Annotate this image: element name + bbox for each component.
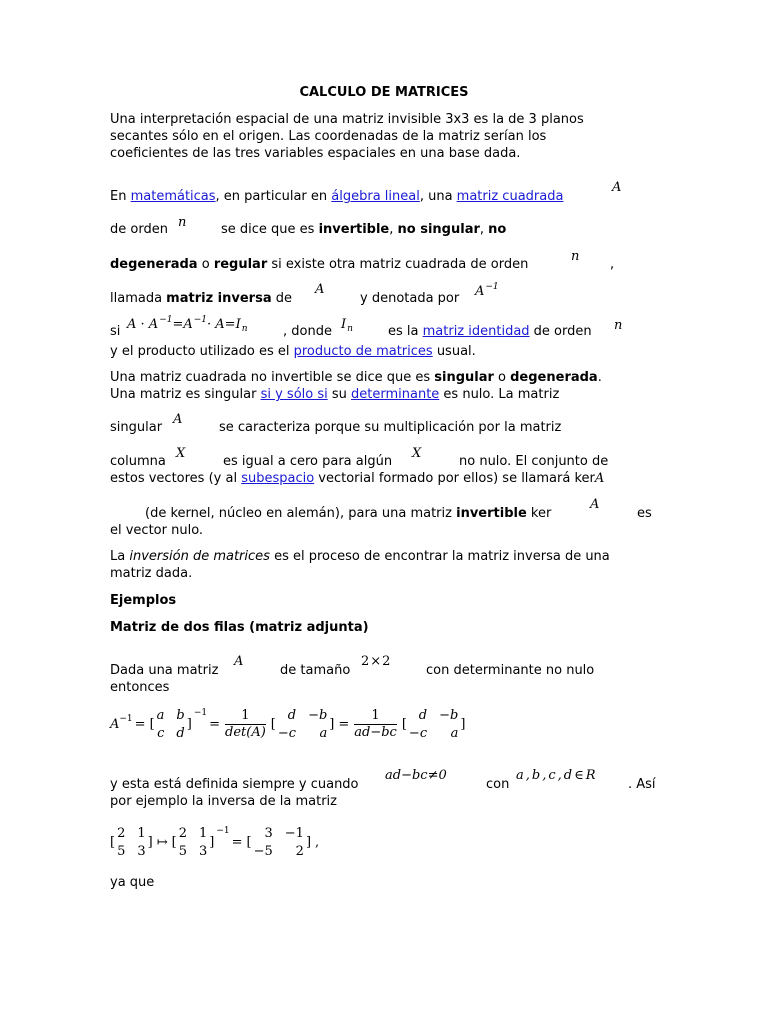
singular-line: [145, 505, 551, 522]
bold-term: regular: [213, 257, 268, 272]
text-segment: Una matriz es singular: [110, 387, 261, 402]
matrix-bracket-right: ]: [305, 835, 312, 850]
fraction-numerator: 1: [241, 708, 250, 723]
math-term: =A: [172, 317, 193, 332]
fraction-numerator: 1: [371, 708, 380, 723]
text-segment: Una matriz cuadrada no invertible se dice que es: [110, 370, 435, 385]
bold-term: degenerada: [510, 370, 598, 385]
link-determinante[interactable]: determinante: [351, 387, 440, 402]
matrix: [254, 825, 304, 860]
text-segment: Dada una matriz: [110, 663, 219, 678]
text-segment: vectorial formado por ellos) se llamará ker: [314, 471, 595, 486]
matrix-cell: 2: [295, 844, 304, 859]
text-segment: o: [493, 370, 511, 385]
text-segment: estos vectores (y al: [110, 471, 242, 486]
page-title: CALCULO DE MATRICES: [299, 85, 469, 100]
matrix-bracket-right: ]: [209, 835, 215, 850]
text-segment: , una: [419, 189, 457, 204]
intro-line: Una interpretación espacial de una matriz invisible 3x3 es la de 3 planos: [110, 112, 584, 127]
text-segment: de orden: [110, 222, 168, 237]
text-segment: y esta está definida siempre y cuando: [110, 777, 359, 792]
math-superscript: −1: [193, 707, 208, 718]
text-segment: usual.: [432, 344, 476, 359]
fraction: [225, 708, 266, 741]
math-condition: ad−bc≠0: [385, 768, 447, 783]
link-subespacio[interactable]: subespacio: [241, 471, 315, 486]
math-superscript: −1: [193, 315, 208, 325]
matrix: [117, 825, 146, 860]
text-segment: es el proceso de encontrar la matriz inversa de una: [269, 549, 610, 564]
text-segment: es igual a cero para algún: [223, 454, 393, 469]
intro-line: coeficientes de las tres variables espaciales en una base dada.: [110, 146, 521, 161]
link-matriz-identidad[interactable]: matriz identidad: [422, 324, 530, 339]
text-segment: de orden: [529, 324, 592, 339]
math-comma: ,: [315, 835, 320, 850]
text-segment: entonces: [110, 680, 170, 695]
matrix-cell: −5: [253, 844, 273, 859]
text-segment: si: [110, 324, 121, 339]
matrix-cell: 3: [198, 844, 208, 859]
math-variable: A: [110, 717, 120, 732]
matrix-bracket-left: [: [110, 835, 116, 850]
math-subscript: n: [347, 324, 353, 334]
math-variable: A: [594, 471, 605, 486]
text-segment: es nulo. La matriz: [439, 387, 560, 402]
text-segment: La: [110, 549, 130, 564]
link-matematicas[interactable]: matemáticas: [130, 189, 216, 204]
math-variable: n: [571, 249, 580, 264]
math-variable: n: [178, 215, 187, 230]
text-segment: de tamaño: [280, 663, 351, 678]
math-identity-matrix: [341, 316, 353, 335]
math-variable: X: [412, 446, 422, 461]
matrix-cell: a: [319, 726, 328, 741]
text-segment: por ejemplo la inversa de la matriz: [110, 794, 337, 809]
fraction-denominator: det(A): [225, 725, 266, 740]
heading-adjoint: Matriz de dos filas (matriz adjunta): [110, 620, 369, 635]
math-equals: =: [231, 835, 243, 850]
definition-line: [110, 343, 476, 360]
text-segment: llamada: [110, 291, 167, 306]
definition-line: [110, 256, 528, 273]
link-matriz-cuadrada[interactable]: matriz cuadrada: [456, 189, 564, 204]
matrix-bracket-left: [: [149, 717, 155, 732]
text-segment: no nulo. El conjunto de: [459, 454, 609, 469]
math-equals: =: [338, 717, 350, 732]
bold-term: no: [488, 222, 507, 237]
math-variable: A: [612, 180, 622, 195]
fraction: [354, 708, 397, 741]
math-variable: X: [176, 446, 186, 461]
definition-line: [110, 188, 563, 205]
text-segment: ya que: [110, 875, 155, 890]
math-variable: A: [173, 412, 183, 427]
matrix-cell: b: [176, 708, 185, 723]
singular-line: [110, 369, 602, 386]
text-segment: se caracteriza porque su multiplicación por la matriz: [219, 420, 562, 435]
text-segment: ker: [526, 506, 552, 521]
text-segment: con: [486, 777, 510, 792]
text-segment: es: [637, 506, 652, 521]
text-segment: ,: [479, 222, 489, 237]
math-size: 2×2: [361, 654, 392, 669]
inverse-formula: [110, 707, 467, 742]
matrix-cell: c: [157, 726, 165, 741]
math-superscript: −1: [216, 825, 230, 836]
math-identity-formula: [127, 316, 248, 335]
text-segment: o: [197, 257, 214, 272]
matrix-cell: 3: [137, 844, 146, 859]
math-term: · A=I: [207, 317, 241, 332]
inversion-line: [110, 548, 610, 565]
matrix-bracket-right: ]: [147, 835, 153, 850]
matrix-cell: a: [156, 708, 165, 723]
math-equals: =: [209, 717, 221, 732]
text-segment: singular: [110, 420, 163, 435]
singular-line: [110, 386, 559, 403]
bold-term: matriz inversa: [166, 291, 272, 306]
intro-line: secantes sólo en el origen. Las coordenadas de la matriz serían los: [110, 129, 547, 144]
matrix-cell: 5: [117, 844, 126, 859]
matrix: [157, 707, 185, 742]
bold-term: invertible: [318, 222, 390, 237]
bold-term: degenerada: [110, 257, 198, 272]
definition-line: [221, 221, 506, 238]
text-segment: En: [110, 189, 131, 204]
matrix-cell: −b: [439, 708, 459, 723]
text-segment: con determinante no nulo: [426, 663, 595, 678]
matrix-cell: 2: [117, 826, 126, 841]
math-variable: A: [234, 654, 244, 669]
text-segment: ,: [610, 257, 615, 272]
matrix: [278, 707, 327, 742]
text-segment: si existe otra matriz cuadrada de orden: [267, 257, 529, 272]
link-si-y-solo-si[interactable]: si y sólo si: [260, 387, 328, 402]
matrix-bracket-left: [: [246, 835, 252, 850]
bold-term: invertible: [456, 506, 527, 521]
matrix-bracket-right: ]: [460, 717, 466, 732]
matrix-cell: 3: [264, 826, 273, 841]
matrix: [409, 707, 458, 742]
link-algebra-lineal[interactable]: álgebra lineal: [331, 189, 420, 204]
matrix-cell: −c: [277, 726, 297, 741]
matrix-bracket-left: [: [270, 717, 276, 732]
math-superscript: −1: [159, 315, 173, 325]
math-equals: =: [134, 717, 146, 732]
text-segment: , donde: [283, 324, 332, 339]
matrix-cell: a: [450, 726, 459, 741]
example-inverse-formula: [108, 825, 321, 860]
text-segment: y el producto utilizado es el: [110, 344, 294, 359]
text-segment: ,: [389, 222, 398, 237]
math-variable: A: [315, 282, 325, 297]
text-segment: y denotada por: [360, 291, 460, 306]
matrix-bracket-right: ]: [329, 717, 335, 732]
math-inverse: [475, 283, 499, 302]
matrix-cell: d: [418, 708, 428, 723]
bold-term: no singular: [397, 222, 480, 237]
text-segment: .: [597, 370, 602, 385]
math-variable: A: [475, 284, 485, 299]
text-segment: se dice que es: [221, 222, 319, 237]
text-segment: de: [271, 291, 292, 306]
heading-examples: Ejemplos: [110, 593, 177, 608]
text-segment: , en particular en: [215, 189, 332, 204]
math-variable: n: [614, 318, 623, 333]
matrix-bracket-right: ]: [186, 717, 192, 732]
singular-line: [110, 470, 604, 487]
matrix-cell: −1: [284, 826, 304, 841]
math-superscript: −1: [485, 282, 499, 292]
inversion-line: matriz dada.: [110, 566, 193, 581]
math-variable: I: [341, 317, 347, 332]
text-segment: (de kernel, núcleo en alemán), para una matriz: [145, 506, 457, 521]
matrix-cell: 2: [178, 826, 187, 841]
math-variable: A: [590, 497, 600, 512]
matrix-cell: 1: [198, 826, 208, 841]
matrix-cell: −c: [408, 726, 428, 741]
link-producto-de-matrices[interactable]: producto de matrices: [293, 344, 433, 359]
math-term: A · A: [127, 317, 159, 332]
matrix-bracket-left: [: [171, 835, 177, 850]
bold-term: singular: [434, 370, 494, 385]
math-subscript: n: [241, 324, 248, 334]
maps-to-arrow: ↦: [156, 835, 168, 850]
matrix-cell: d: [176, 726, 185, 741]
definition-line: [388, 323, 592, 340]
singular-line: el vector nulo.: [110, 523, 204, 538]
math-domain: a,b,c,d∈R: [516, 768, 598, 783]
italic-term: inversión de matrices: [129, 549, 270, 564]
matrix-cell: d: [287, 708, 297, 723]
matrix-bracket-left: [: [401, 717, 407, 732]
text-segment: columna: [110, 454, 166, 469]
fraction-denominator: ad−bc: [354, 725, 397, 740]
math-superscript: −1: [119, 713, 133, 724]
text-segment: . Así: [628, 777, 656, 792]
text-segment: su: [327, 387, 352, 402]
matrix-cell: −b: [308, 708, 328, 723]
text-segment: es la: [388, 324, 423, 339]
matrix: [179, 825, 208, 860]
matrix-cell: 1: [137, 826, 146, 841]
matrix-cell: 5: [178, 844, 187, 859]
definition-line: [110, 290, 292, 307]
